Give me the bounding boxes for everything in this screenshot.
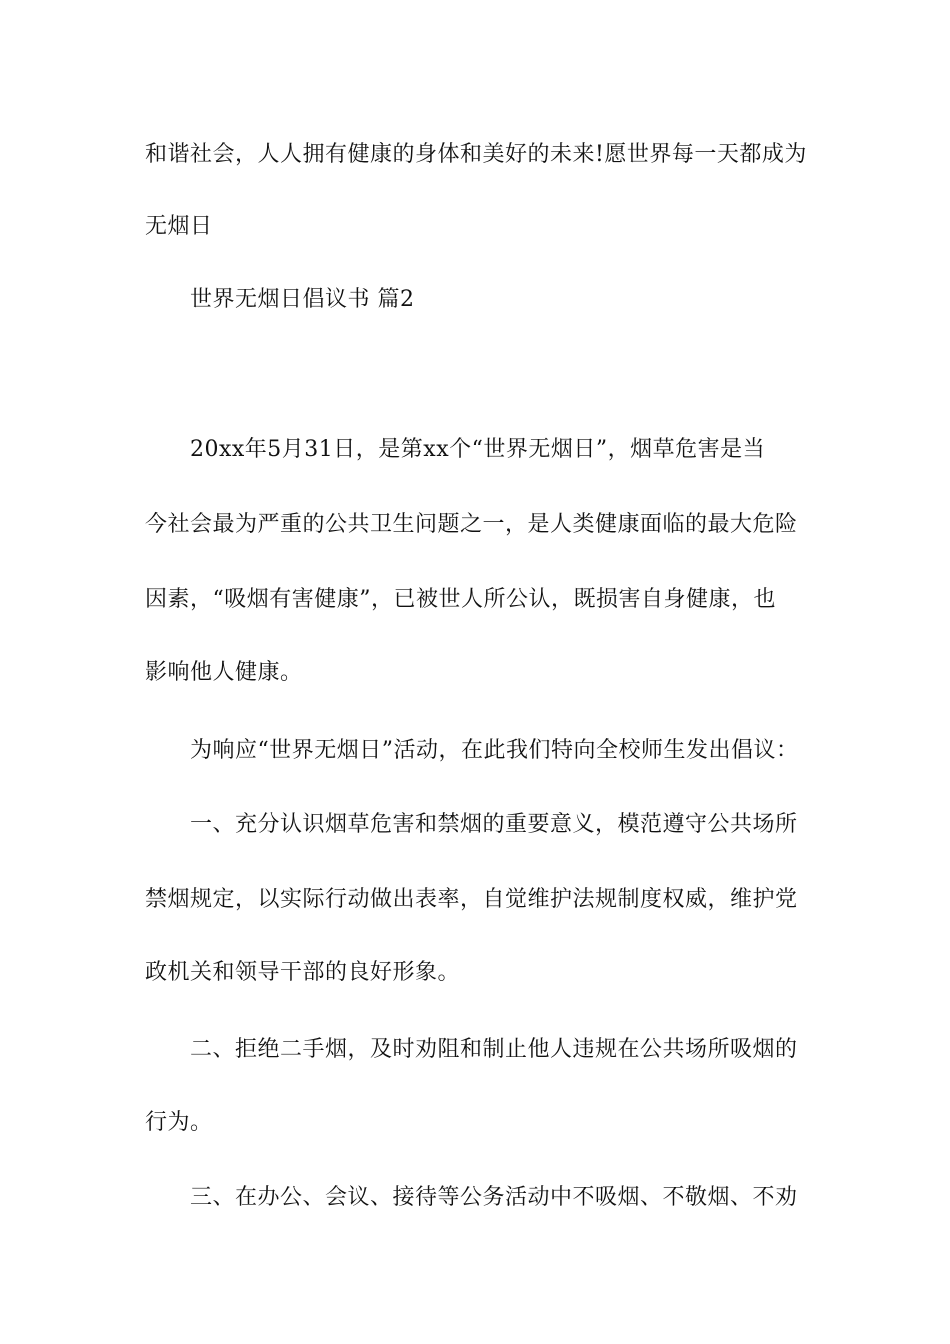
paragraph-line: 今社会最为严重的公共卫生问题之一，是人类健康面临的最大危险: [145, 512, 798, 537]
section-heading: 世界无烟日倡议书 篇2: [190, 287, 415, 312]
paragraph-line: 20xx年5月31日，是第xx个“世界无烟日”，烟草危害是当: [190, 437, 766, 462]
paragraph-line: 因素，“吸烟有害健康”，已被世人所公认，既损害自身健康，也: [145, 587, 776, 612]
paragraph-line: 政机关和领导干部的良好形象。: [145, 960, 461, 985]
paragraph-line: 一、充分认识烟草危害和禁烟的重要意义，模范遵守公共场所: [190, 812, 798, 837]
paragraph-line: 禁烟规定，以实际行动做出表率，自觉维护法规制度权威，维护党: [145, 887, 798, 912]
paragraph-line: 三、在办公、会议、接待等公务活动中不吸烟、不敬烟、不劝: [190, 1185, 798, 1210]
paragraph-line: 影响他人健康。: [145, 660, 303, 685]
paragraph-line: 为响应“世界无烟日”活动，在此我们特向全校师生发出倡议：: [190, 738, 799, 763]
paragraph-line: 二、拒绝二手烟，及时劝阻和制止他人违规在公共场所吸烟的: [190, 1037, 798, 1062]
paragraph-line: 和谐社会，人人拥有健康的身体和美好的未来!愿世界每一天都成为: [145, 142, 807, 167]
paragraph-line: 行为。: [145, 1110, 213, 1135]
paragraph-line: 无烟日: [145, 214, 213, 239]
